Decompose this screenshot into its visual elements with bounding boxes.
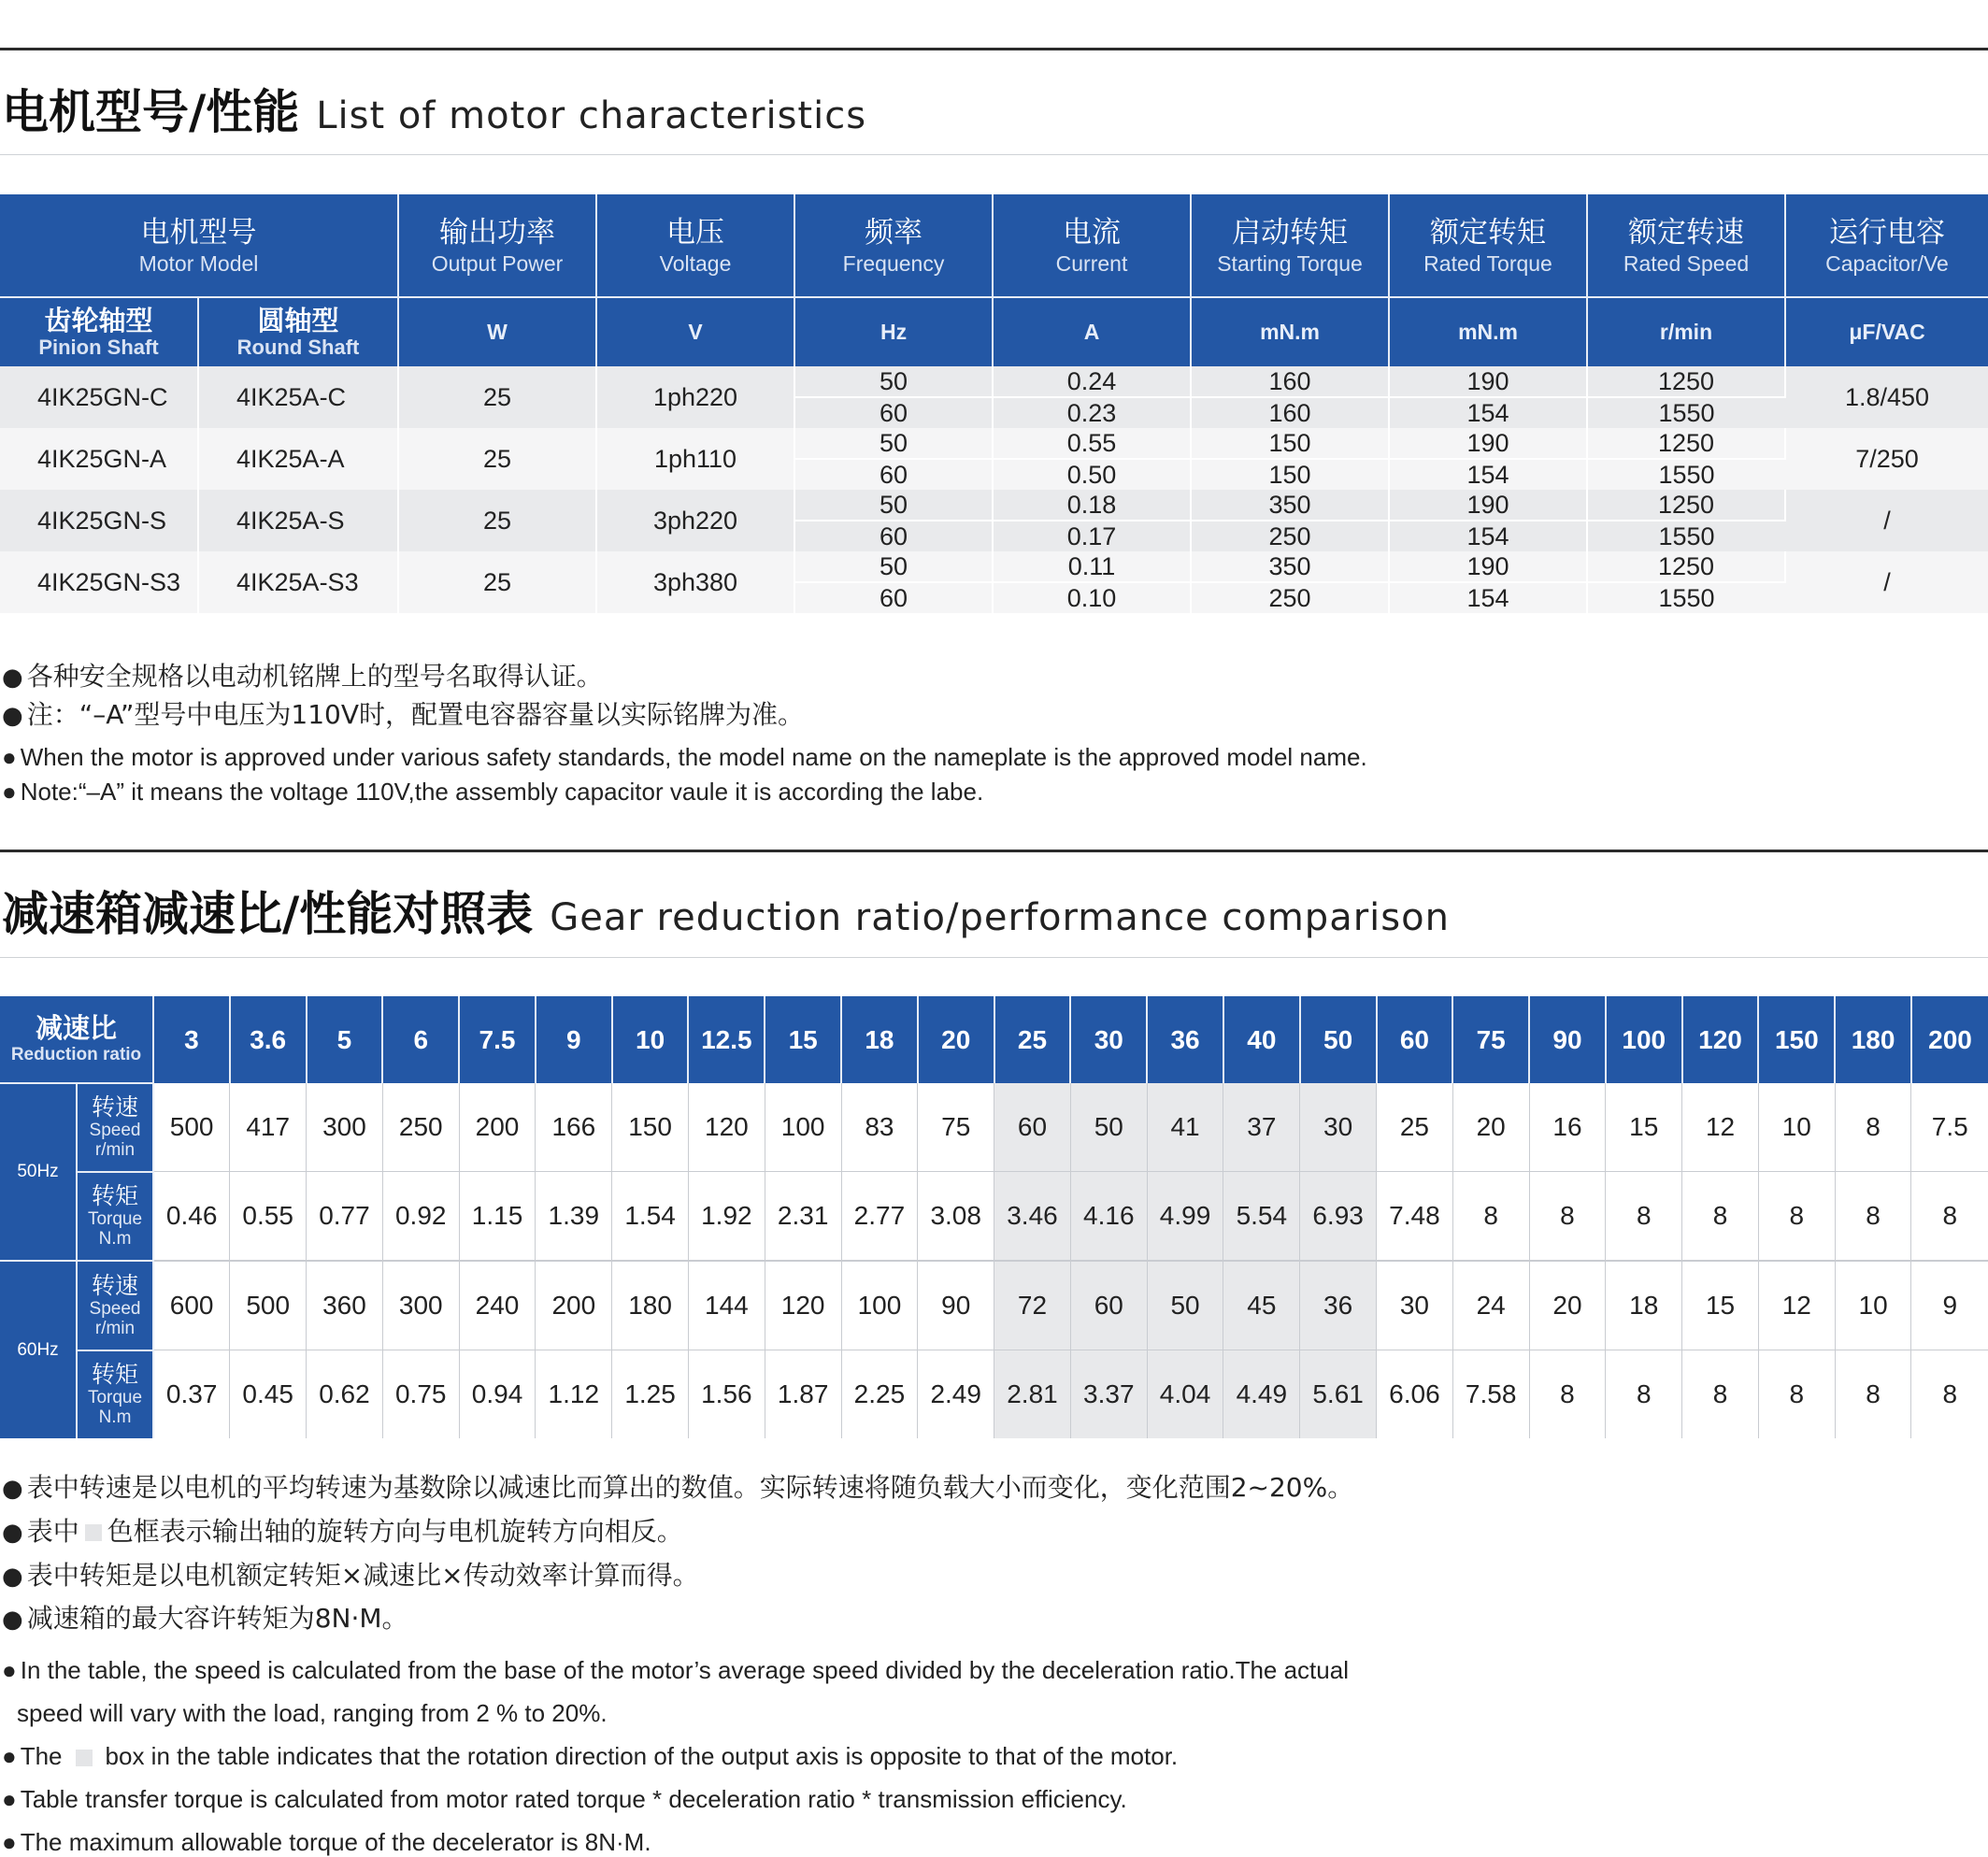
note2-en-2: ● The box in the table indicates that the rotation direction of the output axis is opposite to that of the motor.: [2, 1742, 1179, 1770]
note2-zh-1: ● 表中转速是以电机的平均转速为基数除以减速比而算出的数值。实际转速将随负载大小而变化，变化范围2~20%。: [2, 1472, 1354, 1503]
torque-cell: 4.99: [1147, 1172, 1223, 1262]
torque-cell: 1.12: [536, 1350, 612, 1439]
speed-cell: 10: [1758, 1083, 1835, 1172]
torque-cell: 8: [1911, 1172, 1988, 1262]
rated-torque-value: 154: [1389, 521, 1587, 551]
unit-v: V: [596, 297, 794, 366]
speed-cell: 100: [765, 1083, 841, 1172]
speed-cell: 15: [1606, 1083, 1682, 1172]
start-torque-value: 160: [1191, 366, 1389, 397]
note1-zh-1: ● 各种安全规格以电动机铭牌上的型号名取得认证。: [2, 661, 603, 692]
freq-value: 50: [794, 490, 993, 521]
pinion-model: 4IK25GN-C: [0, 366, 198, 428]
speed-cell: 7.5: [1911, 1083, 1988, 1172]
speed-label: 转速 Speed r/min: [77, 1261, 153, 1350]
freq-value: 50: [794, 551, 993, 582]
torque-cell: 1.39: [536, 1172, 612, 1262]
header-motor-model: 电机型号 Motor Model: [0, 194, 398, 297]
speed-cell: 250: [382, 1083, 459, 1172]
speed-cell: 417: [230, 1083, 307, 1172]
torque-cell: 8: [1452, 1172, 1529, 1262]
ratio-header: 9: [536, 996, 612, 1083]
torque-cell: 0.45: [230, 1350, 307, 1439]
speed-cell: 120: [688, 1083, 765, 1172]
speed-cell: 30: [1377, 1261, 1453, 1350]
speed-cell: 18: [1606, 1261, 1682, 1350]
section1-title-en: List of motor characteristics: [316, 94, 867, 137]
unit-w: W: [398, 297, 596, 366]
ratio-header: 10: [612, 996, 689, 1083]
header-current: 电流 Current: [993, 194, 1191, 297]
freq-value: 60: [794, 582, 993, 613]
speed-cell: 20: [1529, 1261, 1606, 1350]
torque-cell: 0.92: [382, 1172, 459, 1262]
capacitor-value: 7/250: [1785, 428, 1988, 490]
unit-a: A: [993, 297, 1191, 366]
freq-value: 60: [794, 397, 993, 428]
start-torque-value: 250: [1191, 521, 1389, 551]
round-model: 4IK25A-A: [198, 428, 398, 490]
current-value: 0.24: [993, 366, 1191, 397]
start-torque-value: 350: [1191, 490, 1389, 521]
speed-cell: 12: [1758, 1261, 1835, 1350]
top-rule: [0, 48, 1988, 50]
note2-zh-3: ● 表中转矩是以电机额定转矩×减速比×传动效率计算而得。: [2, 1560, 699, 1591]
rated-torque-value: 154: [1389, 582, 1587, 613]
note2-zh-2: ● 表中 色框表示输出轴的旋转方向与电机旋转方向相反。: [2, 1516, 683, 1547]
note2-en-1a: ● In the table, the speed is calculated from the base of the motor’s average speed divided by the deceleration ratio.The actual: [2, 1656, 1349, 1684]
header-output-power: 输出功率 Output Power: [398, 194, 596, 297]
legend-gray-box: [85, 1524, 102, 1541]
unit-speed: r/min: [1587, 297, 1785, 366]
header-rated-torque: 额定转矩 Rated Torque: [1389, 194, 1587, 297]
speed-cell: 60: [1070, 1261, 1147, 1350]
round-model: 4IK25A-C: [198, 366, 398, 428]
ratio-header: 75: [1452, 996, 1529, 1083]
speed-cell: 12: [1682, 1083, 1759, 1172]
pinion-model: 4IK25GN-S3: [0, 551, 198, 613]
voltage-value: 1ph110: [596, 428, 794, 490]
speed-cell: 60: [994, 1083, 1071, 1172]
rated-torque-value: 190: [1389, 366, 1587, 397]
speed-cell: 30: [1300, 1083, 1377, 1172]
ratio-header: 3.6: [230, 996, 307, 1083]
speed-cell: 8: [1835, 1083, 1911, 1172]
torque-cell: 8: [1682, 1172, 1759, 1262]
torque-label: 转矩 Torque N.m: [77, 1350, 153, 1439]
speed-cell: 100: [841, 1261, 918, 1350]
torque-cell: 8: [1529, 1350, 1606, 1439]
speed-cell: 41: [1147, 1083, 1223, 1172]
torque-cell: 0.62: [307, 1350, 383, 1439]
current-value: 0.17: [993, 521, 1191, 551]
speed-cell: 20: [1452, 1083, 1529, 1172]
ratio-header: 18: [841, 996, 918, 1083]
torque-cell: 0.94: [459, 1350, 536, 1439]
table-row: [0, 1083, 1988, 1172]
rated-torque-value: 190: [1389, 490, 1587, 521]
ratio-header: 100: [1606, 996, 1682, 1083]
speed-cell: 120: [765, 1261, 841, 1350]
torque-cell: 8: [1529, 1172, 1606, 1262]
table-row: [0, 428, 1988, 459]
motor-characteristics-table: [0, 194, 1988, 613]
torque-cell: 8: [1835, 1172, 1911, 1262]
capacitor-value: 1.8/450: [1785, 366, 1988, 428]
current-value: 0.50: [993, 459, 1191, 490]
section2-divider: [0, 957, 1988, 958]
freq-value: 50: [794, 428, 993, 459]
speed-cell: 500: [230, 1261, 307, 1350]
header-starting-torque: 启动转矩 Starting Torque: [1191, 194, 1389, 297]
ratio-header: 36: [1147, 996, 1223, 1083]
header-frequency: 频率 Frequency: [794, 194, 993, 297]
section2-title: [2, 877, 1450, 944]
table-row: [0, 366, 1988, 397]
torque-cell: 1.56: [688, 1350, 765, 1439]
torque-cell: 1.54: [612, 1172, 689, 1262]
freq-value: 60: [794, 459, 993, 490]
rated-torque-value: 154: [1389, 397, 1587, 428]
speed-cell: 45: [1223, 1261, 1300, 1350]
unit-capacitor: μF/VAC: [1785, 297, 1988, 366]
speed-cell: 36: [1300, 1261, 1377, 1350]
table-row: [0, 1172, 1988, 1262]
torque-cell: 2.49: [918, 1350, 994, 1439]
torque-cell: 2.77: [841, 1172, 918, 1262]
note1-zh-2: ● 注：“–A”型号中电压为110V时，配置电容器容量以实际铭牌为准。: [2, 699, 804, 730]
speed-cell: 72: [994, 1261, 1071, 1350]
power-value: 25: [398, 490, 596, 551]
torque-cell: 4.04: [1147, 1350, 1223, 1439]
speed-cell: 150: [612, 1083, 689, 1172]
table-row: [0, 490, 1988, 521]
ratio-header: 30: [1070, 996, 1147, 1083]
freq-50hz-label: 50Hz: [0, 1083, 77, 1261]
unit-hz: Hz: [794, 297, 993, 366]
start-torque-value: 250: [1191, 582, 1389, 613]
speed-cell: 240: [459, 1261, 536, 1350]
start-torque-value: 150: [1191, 428, 1389, 459]
unit-rated-torque: mN.m: [1389, 297, 1587, 366]
speed-cell: 15: [1682, 1261, 1759, 1350]
torque-cell: 8: [1911, 1350, 1988, 1439]
torque-cell: 7.58: [1452, 1350, 1529, 1439]
round-model: 4IK25A-S3: [198, 551, 398, 613]
section1-divider: [0, 154, 1988, 155]
voltage-value: 1ph220: [596, 366, 794, 428]
speed-cell: 144: [688, 1261, 765, 1350]
torque-cell: 8: [1758, 1350, 1835, 1439]
torque-cell: 3.46: [994, 1172, 1071, 1262]
rated-torque-value: 190: [1389, 551, 1587, 582]
section1-title-zh: 电机型号/性能: [2, 85, 300, 139]
speed-cell: 180: [612, 1261, 689, 1350]
ratio-header: 90: [1529, 996, 1606, 1083]
ratio-header: 3: [153, 996, 230, 1083]
note2-en-3: ● Table transfer torque is calculated from motor rated torque * deceleration ratio * transmission efficiency.: [2, 1785, 1127, 1813]
torque-cell: 1.87: [765, 1350, 841, 1439]
pinion-model: 4IK25GN-A: [0, 428, 198, 490]
header-capacitor: 运行电容 Capacitor/Ve: [1785, 194, 1988, 297]
speed-label: 转速 Speed r/min: [77, 1083, 153, 1172]
section2-rule: [0, 850, 1988, 852]
speed-value: 1550: [1587, 459, 1785, 490]
speed-value: 1250: [1587, 551, 1785, 582]
torque-cell: 1.15: [459, 1172, 536, 1262]
start-torque-value: 160: [1191, 397, 1389, 428]
ratio-header: 25: [994, 996, 1071, 1083]
header-round-shaft: 圆轴型 Round Shaft: [198, 297, 398, 366]
reduction-ratio-table: [0, 996, 1988, 1438]
table-row: [0, 1350, 1988, 1439]
torque-cell: 3.37: [1070, 1350, 1147, 1439]
freq-60hz-label: 60Hz: [0, 1261, 77, 1438]
ratio-header: 6: [382, 996, 459, 1083]
ratio-header: 40: [1223, 996, 1300, 1083]
torque-cell: 8: [1682, 1350, 1759, 1439]
speed-cell: 75: [918, 1083, 994, 1172]
note2-en-1b: speed will vary with the load, ranging from 2 % to 20%.: [17, 1699, 608, 1727]
speed-value: 1550: [1587, 521, 1785, 551]
speed-cell: 50: [1147, 1261, 1223, 1350]
speed-value: 1250: [1587, 428, 1785, 459]
torque-cell: 8: [1758, 1172, 1835, 1262]
start-torque-value: 150: [1191, 459, 1389, 490]
current-value: 0.55: [993, 428, 1191, 459]
pinion-model: 4IK25GN-S: [0, 490, 198, 551]
speed-cell: 300: [382, 1261, 459, 1350]
torque-label: 转矩 Torque N.m: [77, 1172, 153, 1262]
unit-starting-torque: mN.m: [1191, 297, 1389, 366]
torque-cell: 4.49: [1223, 1350, 1300, 1439]
note2-en-4: ● The maximum allowable torque of the decelerator is 8N·M.: [2, 1828, 651, 1856]
ratio-header: 15: [765, 996, 841, 1083]
ratio-header: 150: [1758, 996, 1835, 1083]
legend-gray-box: [76, 1750, 93, 1766]
torque-cell: 1.25: [612, 1350, 689, 1439]
power-value: 25: [398, 366, 596, 428]
speed-cell: 16: [1529, 1083, 1606, 1172]
torque-cell: 0.77: [307, 1172, 383, 1262]
ratio-header: 180: [1835, 996, 1911, 1083]
table-row: [0, 1261, 1988, 1350]
freq-value: 50: [794, 366, 993, 397]
torque-cell: 6.93: [1300, 1172, 1377, 1262]
speed-cell: 500: [153, 1083, 230, 1172]
section2-title-zh: 减速箱减速比/性能对照表: [2, 887, 534, 941]
torque-cell: 2.25: [841, 1350, 918, 1439]
torque-cell: 1.92: [688, 1172, 765, 1262]
speed-cell: 300: [307, 1083, 383, 1172]
torque-cell: 0.55: [230, 1172, 307, 1262]
start-torque-value: 350: [1191, 551, 1389, 582]
rated-torque-value: 190: [1389, 428, 1587, 459]
rated-torque-value: 154: [1389, 459, 1587, 490]
torque-cell: 2.81: [994, 1350, 1071, 1439]
ratio-header: 5: [307, 996, 383, 1083]
section2-title-en: Gear reduction ratio/performance comparison: [550, 896, 1450, 939]
header-rated-speed: 额定转速 Rated Speed: [1587, 194, 1785, 297]
speed-cell: 166: [536, 1083, 612, 1172]
section1-title: [2, 75, 866, 142]
speed-cell: 600: [153, 1261, 230, 1350]
speed-cell: 9: [1911, 1261, 1988, 1350]
ratio-header: 60: [1377, 996, 1453, 1083]
ratio-header: 120: [1682, 996, 1759, 1083]
round-model: 4IK25A-S: [198, 490, 398, 551]
capacitor-value: /: [1785, 551, 1988, 613]
speed-cell: 360: [307, 1261, 383, 1350]
current-value: 0.11: [993, 551, 1191, 582]
speed-cell: 50: [1070, 1083, 1147, 1172]
ratio-header: 7.5: [459, 996, 536, 1083]
torque-cell: 8: [1606, 1172, 1682, 1262]
header-voltage: 电压 Voltage: [596, 194, 794, 297]
voltage-value: 3ph380: [596, 551, 794, 613]
speed-cell: 24: [1452, 1261, 1529, 1350]
speed-cell: 200: [459, 1083, 536, 1172]
torque-cell: 8: [1835, 1350, 1911, 1439]
current-value: 0.10: [993, 582, 1191, 613]
table-row: [0, 551, 1988, 582]
speed-cell: 10: [1835, 1261, 1911, 1350]
speed-cell: 83: [841, 1083, 918, 1172]
note2-zh-4: ● 减速箱的最大容许转矩为8N·M。: [2, 1603, 408, 1634]
speed-value: 1550: [1587, 582, 1785, 613]
speed-cell: 25: [1377, 1083, 1453, 1172]
torque-cell: 7.48: [1377, 1172, 1453, 1262]
power-value: 25: [398, 551, 596, 613]
speed-cell: 200: [536, 1261, 612, 1350]
current-value: 0.18: [993, 490, 1191, 521]
ratio-header: 50: [1300, 996, 1377, 1083]
speed-cell: 37: [1223, 1083, 1300, 1172]
ratio-header: 20: [918, 996, 994, 1083]
torque-cell: 3.08: [918, 1172, 994, 1262]
note1-en-2: ● Note:“–A” it means the voltage 110V,the assembly capacitor vaule it is according the labe.: [2, 778, 984, 806]
voltage-value: 3ph220: [596, 490, 794, 551]
speed-value: 1250: [1587, 490, 1785, 521]
torque-cell: 6.06: [1377, 1350, 1453, 1439]
torque-cell: 0.46: [153, 1172, 230, 1262]
torque-cell: 2.31: [765, 1172, 841, 1262]
torque-cell: 4.16: [1070, 1172, 1147, 1262]
speed-value: 1250: [1587, 366, 1785, 397]
current-value: 0.23: [993, 397, 1191, 428]
torque-cell: 8: [1606, 1350, 1682, 1439]
note1-en-1: ● When the motor is approved under various safety standards, the model name on the nameplate is the approved model name.: [2, 743, 1367, 771]
power-value: 25: [398, 428, 596, 490]
freq-value: 60: [794, 521, 993, 551]
torque-cell: 5.61: [1300, 1350, 1377, 1439]
ratio-header: 12.5: [688, 996, 765, 1083]
speed-value: 1550: [1587, 397, 1785, 428]
capacitor-value: /: [1785, 490, 1988, 551]
header-reduction-ratio: 减速比 Reduction ratio: [0, 996, 153, 1083]
speed-cell: 90: [918, 1261, 994, 1350]
torque-cell: 0.75: [382, 1350, 459, 1439]
ratio-header: 200: [1911, 996, 1988, 1083]
torque-cell: 0.37: [153, 1350, 230, 1439]
torque-cell: 5.54: [1223, 1172, 1300, 1262]
header-pinion-shaft: 齿轮轴型 Pinion Shaft: [0, 297, 198, 366]
